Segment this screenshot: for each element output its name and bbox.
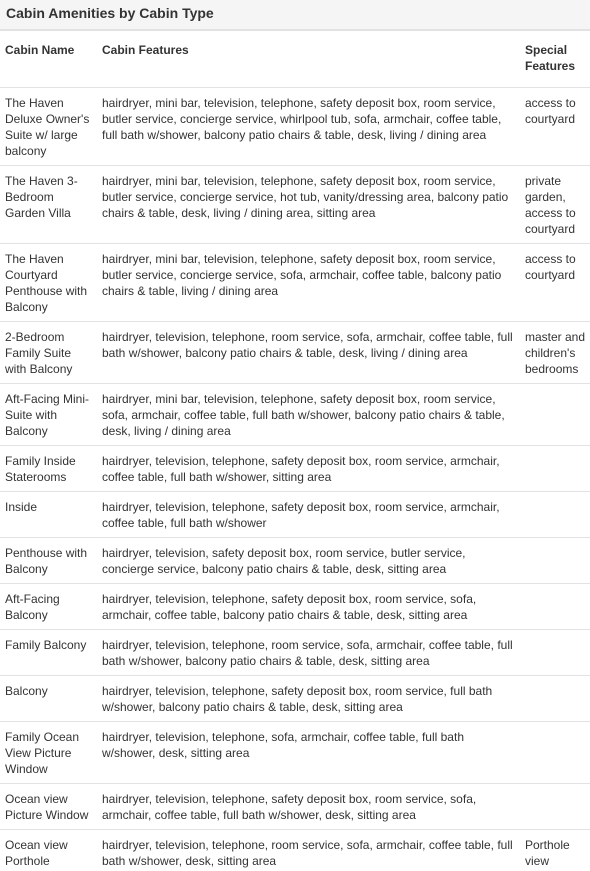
- cabin-name-cell: Aft-Facing Balcony: [0, 584, 97, 630]
- special-features-cell: Porthole view: [520, 830, 590, 871]
- special-features-cell: access to courtyard: [520, 244, 590, 322]
- special-features-cell: [520, 492, 590, 538]
- cabin-features-cell: hairdryer, television, telephone, safety deposit box, room service, sofa, armchair, coffee table, balcony patio chairs & table, desk, sitting area: [97, 584, 520, 630]
- cabin-features-cell: hairdryer, television, telephone, safety deposit box, room service, armchair, coffee table, full bath w/shower, sitting area: [97, 446, 520, 492]
- cabin-features-cell: hairdryer, mini bar, television, telephone, safety deposit box, room service, sofa, armchair, coffee table, full bath w/shower, balcony patio chairs & table, desk, living / dining area: [97, 384, 520, 446]
- table-row: [0, 722, 590, 784]
- cabin-name-cell: The Haven Courtyard Penthouse with Balcony: [0, 244, 97, 322]
- column-header-cabin-features: Cabin Features: [97, 31, 520, 88]
- cabin-name-cell: Family Inside Staterooms: [0, 446, 97, 492]
- cabin-features-cell: hairdryer, mini bar, television, telephone, safety deposit box, room service, butler service, concierge service, whirlpool tub, sofa, armchair, coffee table, full bath w/shower, balcony patio chairs & table, desk, living / dining area: [97, 88, 520, 166]
- cabin-features-cell: hairdryer, television, telephone, safety deposit box, room service, sofa, armchair, coffee table, full bath w/shower, desk, sitting area: [97, 784, 520, 830]
- cabin-name-cell: The Haven Deluxe Owner's Suite w/ large balcony: [0, 88, 97, 166]
- table-row: [0, 830, 590, 871]
- table-row: [0, 584, 590, 630]
- cabin-features-cell: hairdryer, television, telephone, safety deposit box, room service, armchair, coffee table, full bath w/shower: [97, 492, 520, 538]
- special-features-cell: [520, 446, 590, 492]
- cabin-name-cell: Balcony: [0, 676, 97, 722]
- special-features-cell: [520, 384, 590, 446]
- special-features-cell: [520, 538, 590, 584]
- column-header-special-features: Special Features: [520, 31, 590, 88]
- special-features-cell: [520, 722, 590, 784]
- cabin-name-cell: Ocean view Picture Window: [0, 784, 97, 830]
- cabin-features-cell: hairdryer, television, telephone, room service, sofa, armchair, coffee table, full bath w/shower, balcony patio chairs & table, desk, sitting area: [97, 630, 520, 676]
- cabin-name-cell: Family Ocean View Picture Window: [0, 722, 97, 784]
- table-row: [0, 244, 590, 322]
- cabin-amenities-table: [0, 30, 590, 871]
- cabin-features-cell: hairdryer, television, telephone, room service, sofa, armchair, coffee table, full bath w/shower, desk, sitting area: [97, 830, 520, 871]
- special-features-cell: master and children's bedrooms: [520, 322, 590, 384]
- cabin-name-cell: Ocean view Porthole: [0, 830, 97, 871]
- table-row: [0, 446, 590, 492]
- cabin-features-cell: hairdryer, television, safety deposit box, room service, butler service, concierge service, balcony patio chairs & table, desk, sitting area: [97, 538, 520, 584]
- table-row: [0, 784, 590, 830]
- special-features-cell: [520, 784, 590, 830]
- table-row: [0, 88, 590, 166]
- table-row: [0, 676, 590, 722]
- table-row: [0, 384, 590, 446]
- table-row: [0, 630, 590, 676]
- column-header-cabin-name: Cabin Name: [0, 31, 97, 88]
- cabin-name-cell: Family Balcony: [0, 630, 97, 676]
- cabin-features-cell: hairdryer, television, telephone, room service, sofa, armchair, coffee table, full bath w/shower, balcony patio chairs & table, desk, living / dining area: [97, 322, 520, 384]
- cabin-name-cell: 2-Bedroom Family Suite with Balcony: [0, 322, 97, 384]
- cabin-name-cell: Inside: [0, 492, 97, 538]
- cabin-name-cell: The Haven 3-Bedroom Garden Villa: [0, 166, 97, 244]
- cabin-name-cell: Aft-Facing Mini- Suite with Balcony: [0, 384, 97, 446]
- table-row: [0, 166, 590, 244]
- table-title: Cabin Amenities by Cabin Type: [0, 0, 590, 30]
- cabin-name-cell: Penthouse with Balcony: [0, 538, 97, 584]
- cabin-features-cell: hairdryer, television, telephone, safety deposit box, room service, full bath w/shower, balcony patio chairs & table, desk, sitting area: [97, 676, 520, 722]
- special-features-cell: [520, 676, 590, 722]
- special-features-cell: private garden, access to courtyard: [520, 166, 590, 244]
- special-features-cell: access to courtyard: [520, 88, 590, 166]
- cabin-features-cell: hairdryer, mini bar, television, telephone, safety deposit box, room service, butler service, concierge service, hot tub, vanity/dressing area, balcony patio chairs & table, desk, living / dining area, sitting area: [97, 166, 520, 244]
- cabin-features-cell: hairdryer, television, telephone, sofa, armchair, coffee table, full bath w/shower, desk, sitting area: [97, 722, 520, 784]
- table-row: [0, 492, 590, 538]
- table-row: [0, 322, 590, 384]
- cabin-features-cell: hairdryer, mini bar, television, telephone, safety deposit box, room service, butler service, concierge service, sofa, armchair, coffee table, balcony patio chairs & table, living / dining area: [97, 244, 520, 322]
- special-features-cell: [520, 584, 590, 630]
- table-header-row: [0, 31, 590, 88]
- table-row: [0, 538, 590, 584]
- special-features-cell: [520, 630, 590, 676]
